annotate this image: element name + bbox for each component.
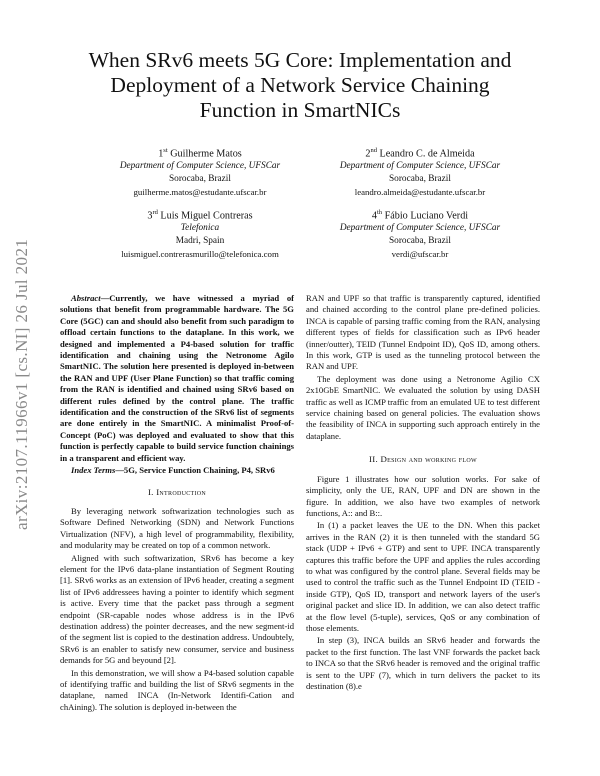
author-block-1 xyxy=(90,144,310,199)
author-affiliation: Department of Computer Science, UFSCar xyxy=(339,223,501,234)
left-column xyxy=(60,293,294,713)
arxiv-identifier: arXiv:2107.11966v1 [cs.NI] 26 Jul 2021 xyxy=(12,238,31,530)
author-email: verdi@ufscar.br xyxy=(391,249,449,260)
author-affiliation: Department of Computer Science, UFSCar xyxy=(339,161,501,172)
section-heading-design: II. Design and working flow xyxy=(369,454,477,465)
author-location: Sorocaba, Brazil xyxy=(389,174,451,185)
intro-paragraph-3: In this demonstration, we will show a P4-based solution capable of identifying traffic and building the list of SRv6 segments in the dataplane, named INCA (In-Network Identifi-Cation and chAining). The solution is deployed in-between the xyxy=(60,667,294,712)
intro-paragraph-2: Aligned with such softwarization, SRv6 has become a key element for the IPv6 data-plane instantiation of Segment Routing [1]. SRv6 works as an extension of IPv6 header, creating a segment list of IPv6 addressees having a pointer to identify which segment is active. Every time that the packet pass through a segment endpoint (SR-capable nodes whose address is in the IPv6 destination address) the pointer decreases, and the new segment-id of the segment list is copied to the destination address. Undoubtely, SRv6 is an enabler to satisfy new consumer, service and business demands for 5G and beyound [2]. xyxy=(60,552,294,666)
author-email: guilherme.matos@estudante.ufscar.br xyxy=(133,187,267,198)
author-email: luismiguel.contrerasmurillo@telefonica.com xyxy=(121,249,279,260)
design-paragraph-2: In (1) a packet leaves the UE to the DN. When this packet arrives in the RAN (2) it is then tunneled with the standard 5G stack (UDP + IPv6 + GTP) and sent to UPF. INCA transparently captures this traffic before the UPF and applies the rules according to what was configured by the control plane. Several fields may be used to control the traffic such as the Tunnel Endpoint ID (TEID - inside GTP), QoS ID, transport and network layers of the user's original packet and slice ID. In addition, we can also detect traffic at the flow level (5-tuple), services, QoS or any combination of those elements. xyxy=(306,520,540,633)
author-name: 3rd Luis Miguel Contreras xyxy=(147,209,253,222)
intro-paragraph-1: By leveraging network softwarization technologies such as Software Defined Networking (SDN) and Network Functions Virtualization (NFV), a high level of programmability, flexibility, and modularity may be created on top of a common network. xyxy=(60,505,294,551)
author-name: 2nd Leandro C. de Almeida xyxy=(365,147,475,160)
author-name: 4th Fábio Luciano Verdi xyxy=(371,209,469,222)
intro-continuation: RAN and UPF so that traffic is transparently captured, identified and chained according to the control plane pre-defined policies. INCA is capable of parsing traffic coming from the RAN, analysing different types of fields for classification such as IPv6 header (inner/outter), TEID (Tunnel Endpoint ID), QoS ID, among others. In this work, GTP is used as the tunneling protocol between the RAN and UPF. xyxy=(306,293,540,372)
design-paragraph-1: Figure 1 illustrates how our solution works. For sake of simplicity, only the UE, RAN, UPF and DN are shown in the figure. In addition, we also have two examples of network functions, A:: and B::. xyxy=(306,473,540,518)
author-affiliation: Department of Computer Science, UFSCar xyxy=(119,161,281,172)
author-location: Madri, Spain xyxy=(175,236,225,247)
right-column xyxy=(306,293,540,692)
author-email: leandro.almeida@estudante.ufscar.br xyxy=(354,187,486,198)
paper-title xyxy=(60,48,540,123)
abstract-text: —Currently, we have witnessed a myriad of solutions that benefit from programmable hardware. The 5G Core (5GC) can and should also benefit from such paradigm to offload certain functions to the dataplane. In this work, we designed and implemented a P4-based solution for traffic identification and chaining using the Netronome Agilo SmartNIC. The solution here presented is deployed in-between the RAN and UPF (User Plane Function) so that traffic coming from the RAN is identified and chained using SRv6 based on different rules defined by the control plane. The traffic identification and the construction of the SRv6 list of segments are done entirely in the SmartNIC. A minimalist Proof-of-Concept (PoC) was deployed and evaluated to show that this function is perfectly capable to build service function chainings in a transparent and efficient way. xyxy=(60,293,294,463)
author-name: 1st Guilherme Matos xyxy=(158,147,242,160)
author-block-3 xyxy=(90,206,310,261)
title-line-1: When SRv6 meets 5G Core: Implementation and xyxy=(88,48,512,72)
author-location: Sorocaba, Brazil xyxy=(389,236,451,247)
section-heading-introduction: I. Introduction xyxy=(147,486,207,497)
index-terms-text: —5G, Service Function Chaining, P4, SRv6 xyxy=(115,465,275,476)
author-block-4 xyxy=(310,206,530,261)
author-affiliation: Telefonica xyxy=(180,223,220,234)
abstract xyxy=(60,293,294,464)
author-location: Sorocaba, Brazil xyxy=(169,174,231,185)
abstract-lead: Abstract xyxy=(71,293,101,303)
index-terms-lead: Index Terms xyxy=(71,465,116,476)
index-terms xyxy=(60,465,294,476)
intro-paragraph-4: The deployment was done using a Netronome Agilio CX 2x10GbE SmartNIC. We evaluated the solution by using DASH traffic as well as ICMP traffic from an emulated UE to test different service chaining based on general policies. The evaluation shows the feasibility of INCA in supporting such approach entirely in the dataplane. xyxy=(306,373,540,441)
author-block-2 xyxy=(310,144,530,199)
design-paragraph-3: In step (3), INCA builds an SRv6 header and forwards the packet to the first function. The last VNF forwards the packet back to INCA so that the SRv6 header is removed and the original traffic is sent to the UPF (7), which in turn delivers the packet to its destination (8).e xyxy=(306,635,540,691)
title-line-2: Deployment of a Network Service Chaining xyxy=(110,73,490,97)
title-line-3: Function in SmartNICs xyxy=(199,98,401,122)
